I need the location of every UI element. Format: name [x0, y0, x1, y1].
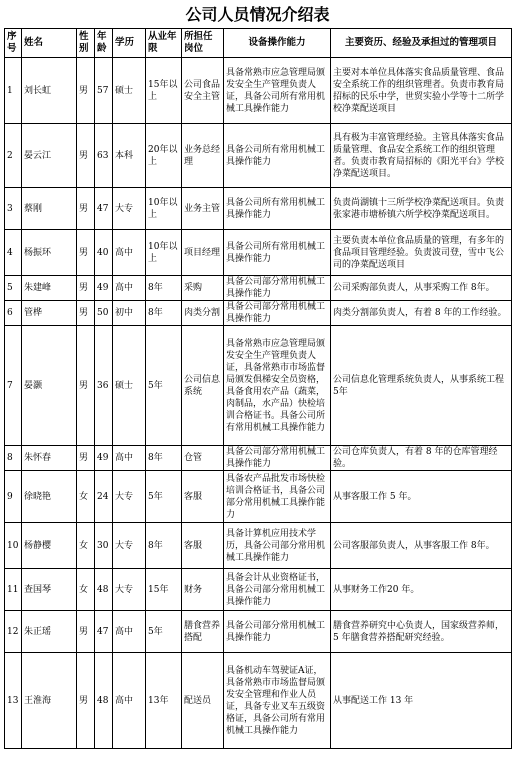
- cell-education: 大专: [113, 523, 146, 569]
- cell-ability: 具备常熟市应急管理局颁发安全生产管理负责人证，具备公司所有常用机械工具操作能力: [224, 58, 331, 124]
- cell-gender: 男: [77, 301, 95, 326]
- cell-years: 8年: [146, 446, 182, 471]
- cell-experience: 公司采购部负责人，从事采购工作 8年。: [331, 276, 512, 301]
- cell-gender: 男: [77, 276, 95, 301]
- cell-experience: 主要对本单位具体落实食品质量管理、食品安全系统工作的组织管理者。负责市教育局招标的民乐中学，世贸实验小学等十二所学校净菜配送项目: [331, 58, 512, 124]
- table-row: [5, 446, 512, 471]
- table-row: [5, 58, 512, 124]
- header-experience: 主要资历、经验及承担过的管理项目: [331, 29, 512, 58]
- cell-education: 高中: [113, 446, 146, 471]
- cell-age: 47: [95, 611, 113, 653]
- cell-age: 47: [95, 188, 113, 230]
- cell-gender: 女: [77, 569, 95, 611]
- cell-no: 12: [5, 611, 22, 653]
- cell-no: 8: [5, 446, 22, 471]
- cell-education: 高中: [113, 230, 146, 276]
- cell-experience: 主要负责本单位食品质量的管理，有多年的食品项目管理经验。负责波司登，雪中飞公司的净菜配送项目: [331, 230, 512, 276]
- cell-age: 49: [95, 276, 113, 301]
- cell-name: 朱建峰: [22, 276, 77, 301]
- cell-post: 公司信息系统: [182, 326, 224, 446]
- table-row: [5, 124, 512, 188]
- cell-ability: 具备公司部分常用机械工具操作能力: [224, 611, 331, 653]
- cell-experience: 肉类分割部负责人，有着 8 年的工作经验。: [331, 301, 512, 326]
- cell-post: 肉类分割: [182, 301, 224, 326]
- cell-age: 40: [95, 230, 113, 276]
- cell-ability: 具备公司部分常用机械工具操作能力: [224, 276, 331, 301]
- cell-post: 客服: [182, 523, 224, 569]
- cell-gender: 男: [77, 230, 95, 276]
- table-row: [5, 188, 512, 230]
- cell-years: 5年: [146, 326, 182, 446]
- header-name: 姓名: [22, 29, 77, 58]
- cell-years: 10年以上: [146, 230, 182, 276]
- cell-years: 13年: [146, 653, 182, 749]
- cell-ability: 具备会计从业资格证书，具备公司部分常用机械工具操作能力: [224, 569, 331, 611]
- cell-no: 3: [5, 188, 22, 230]
- cell-name: 刘长虹: [22, 58, 77, 124]
- cell-age: 30: [95, 523, 113, 569]
- table-row: [5, 611, 512, 653]
- cell-name: 晏云江: [22, 124, 77, 188]
- cell-no: 1: [5, 58, 22, 124]
- table-row: [5, 301, 512, 326]
- cell-post: 公司食品安全主管: [182, 58, 224, 124]
- cell-education: 大专: [113, 188, 146, 230]
- table-row: [5, 326, 512, 446]
- cell-gender: 女: [77, 523, 95, 569]
- page-title: 公司人员情况介绍表: [185, 5, 330, 24]
- cell-gender: 男: [77, 188, 95, 230]
- cell-ability: 具备计算机应用技术学历，具备公司部分常用机械工具操作能力: [224, 523, 331, 569]
- cell-post: 业务总经理: [182, 124, 224, 188]
- cell-no: 2: [5, 124, 22, 188]
- cell-age: 49: [95, 446, 113, 471]
- cell-education: 硕士: [113, 326, 146, 446]
- cell-years: 8年: [146, 276, 182, 301]
- cell-name: 王淮海: [22, 653, 77, 749]
- table-row: [5, 276, 512, 301]
- cell-experience: 从事配送工作 13 年: [331, 653, 512, 749]
- header-ability: 设备操作能力: [224, 29, 331, 58]
- cell-age: 48: [95, 653, 113, 749]
- cell-no: 10: [5, 523, 22, 569]
- cell-education: 大专: [113, 569, 146, 611]
- cell-years: 8年: [146, 523, 182, 569]
- cell-post: 客服: [182, 471, 224, 523]
- cell-years: 5年: [146, 471, 182, 523]
- cell-years: 10年以上: [146, 188, 182, 230]
- cell-no: 5: [5, 276, 22, 301]
- cell-name: 朱怀春: [22, 446, 77, 471]
- cell-gender: 男: [77, 58, 95, 124]
- cell-education: 高中: [113, 653, 146, 749]
- cell-name: 徐晓艳: [22, 471, 77, 523]
- cell-years: 5年: [146, 611, 182, 653]
- cell-experience: 从事客服工作 5 年。: [331, 471, 512, 523]
- cell-name: 杨静樱: [22, 523, 77, 569]
- cell-education: 高中: [113, 276, 146, 301]
- cell-experience: 公司仓库负责人，有着 8 年的仓库管理经验。: [331, 446, 512, 471]
- table-header-row: [5, 29, 512, 58]
- cell-ability: 具备农产品批发市场快检培训合格证书，具备公司部分常用机械工具操作能力: [224, 471, 331, 523]
- cell-no: 6: [5, 301, 22, 326]
- cell-experience: 从事财务工作20 年。: [331, 569, 512, 611]
- cell-gender: 男: [77, 446, 95, 471]
- cell-gender: 男: [77, 653, 95, 749]
- cell-age: 36: [95, 326, 113, 446]
- staff-table: [4, 28, 512, 749]
- cell-post: 业务主管: [182, 188, 224, 230]
- cell-no: 13: [5, 653, 22, 749]
- cell-age: 57: [95, 58, 113, 124]
- cell-gender: 男: [77, 326, 95, 446]
- cell-ability: 具备公司所有常用机械工具操作能力: [224, 124, 331, 188]
- cell-age: 50: [95, 301, 113, 326]
- cell-education: 大专: [113, 471, 146, 523]
- cell-education: 高中: [113, 611, 146, 653]
- cell-age: 63: [95, 124, 113, 188]
- cell-post: 配送员: [182, 653, 224, 749]
- cell-no: 4: [5, 230, 22, 276]
- cell-experience: 公司客服部负责人，从事客服工作 8年。: [331, 523, 512, 569]
- cell-no: 9: [5, 471, 22, 523]
- table-row: [5, 230, 512, 276]
- cell-name: 蔡刚: [22, 188, 77, 230]
- cell-experience: 负责尚湖镇十三所学校净菜配送项目。负责张家港市塘桥镇六所学校净菜配送项目。: [331, 188, 512, 230]
- cell-ability: 具备公司部分常用机械工具操作能力: [224, 446, 331, 471]
- header-no: 序号: [5, 29, 22, 58]
- table-row: [5, 471, 512, 523]
- cell-ability: 具备机动车驾驶证A证，具备常熟市市场监督局颁发安全管理和作业人员证，具备专业叉车五级资格证，具备公司所有常用机械工具操作能力: [224, 653, 331, 749]
- cell-post: 采购: [182, 276, 224, 301]
- cell-post: 财务: [182, 569, 224, 611]
- cell-age: 24: [95, 471, 113, 523]
- cell-name: 管桦: [22, 301, 77, 326]
- cell-years: 20年以上: [146, 124, 182, 188]
- header-post: 所担任岗位: [182, 29, 224, 58]
- cell-name: 杨振环: [22, 230, 77, 276]
- cell-name: 查国琴: [22, 569, 77, 611]
- cell-years: 15年: [146, 569, 182, 611]
- cell-gender: 男: [77, 124, 95, 188]
- cell-age: 48: [95, 569, 113, 611]
- cell-years: 8年: [146, 301, 182, 326]
- cell-no: 11: [5, 569, 22, 611]
- cell-post: 项目经理: [182, 230, 224, 276]
- header-education: 学历: [113, 29, 146, 58]
- table-row: [5, 569, 512, 611]
- cell-ability: 具备公司所有常用机械工具操作能力: [224, 230, 331, 276]
- cell-name: 晏灏: [22, 326, 77, 446]
- cell-name: 朱正瑶: [22, 611, 77, 653]
- cell-gender: 男: [77, 611, 95, 653]
- cell-ability: 具备公司部分常用机械工具操作能力: [224, 301, 331, 326]
- table-row: [5, 523, 512, 569]
- cell-education: 硕士: [113, 58, 146, 124]
- header-age: 年龄: [95, 29, 113, 58]
- cell-experience: 公司信息化管理系统负责人，从事系统工程5年: [331, 326, 512, 446]
- cell-gender: 女: [77, 471, 95, 523]
- header-gender: 性别: [77, 29, 95, 58]
- header-years: 从业年限: [146, 29, 182, 58]
- cell-years: 15年以上: [146, 58, 182, 124]
- cell-no: 7: [5, 326, 22, 446]
- cell-education: 初中: [113, 301, 146, 326]
- table-row: [5, 653, 512, 749]
- cell-education: 本科: [113, 124, 146, 188]
- cell-post: 仓管: [182, 446, 224, 471]
- cell-experience: 膳食营养研究中心负责人，国家级营养师， 5 年膳食营养搭配研究经验。: [331, 611, 512, 653]
- cell-post: 膳食营养搭配: [182, 611, 224, 653]
- cell-ability: 具备公司所有常用机械工具操作能力: [224, 188, 331, 230]
- cell-experience: 具有极为丰富管理经验。主管具体落实食品质量管理、食品安全系统工作的组织管理者。负责市教育局招标的《阳光平台》学校净菜配送项目。: [331, 124, 512, 188]
- cell-ability: 具备常熟市应急管理局颁发安全生产管理负责人证，具备常熟市市场监督局颁发俱梯安全员资格，具备食用农产品（蔬菜，肉制品，水产品）快检培训合格证书。具备公司所有常用机械工具操作能力: [224, 326, 331, 446]
